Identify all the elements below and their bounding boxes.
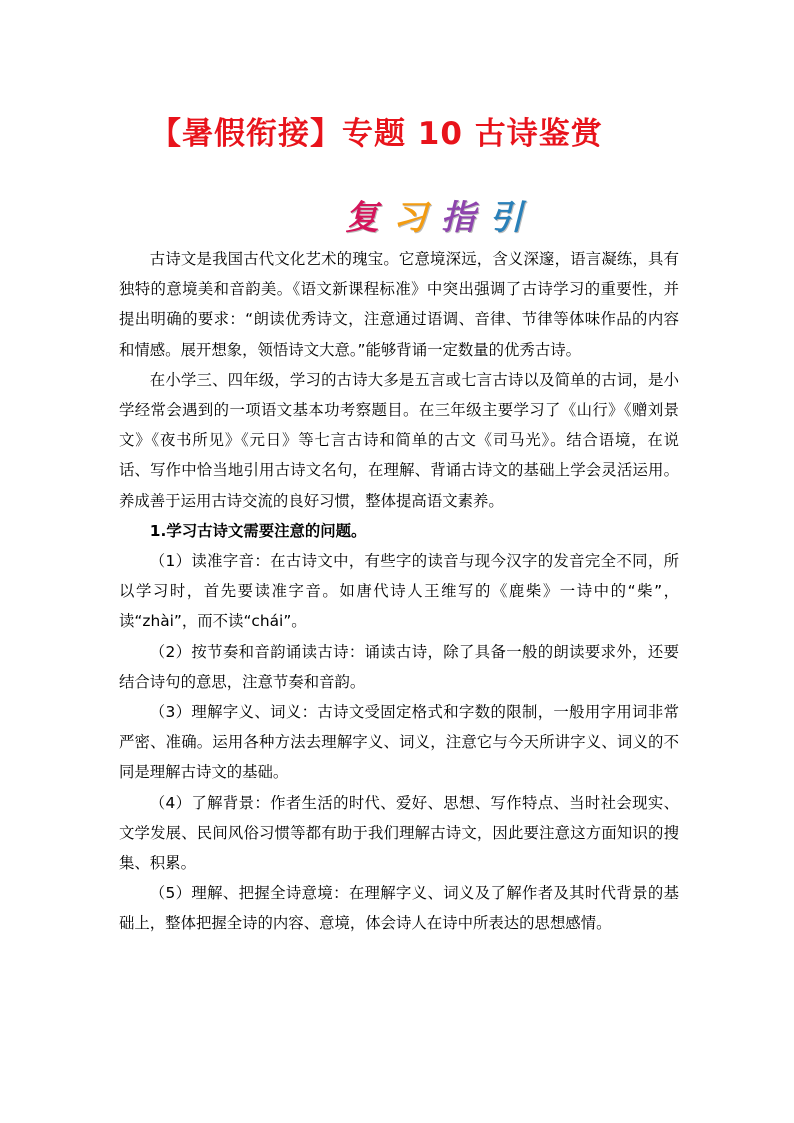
review-heading-char-2: 习 bbox=[393, 198, 427, 238]
paragraph-grade-overview: 在小学三、四年级，学习的古诗大多是五言或七言古诗以及简单的古词，是小学经常会遇到的一项语文基本功考察题目。在三年级主要学习了《山行》《赠刘景文》《夜书所见》《元日》等七言古诗和简单的古文《司马光》。结合语境，在说话、写作中恰当地引用古诗文名句，在理解、背诵古诗文的基础上学会灵活运用。养成善于运用古诗交流的良好习惯，整体提高语文素养。 bbox=[119, 370, 679, 510]
list-item-rhythm: （2）按节奏和音韵诵读古诗：诵读古诗，除了具备一般的朗读要求外，还要结合诗句的意思，注意节奏和音韵。 bbox=[119, 642, 679, 691]
document-body bbox=[119, 244, 679, 939]
document-title: 【暑假衔接】专题 10 古诗鉴赏 bbox=[150, 116, 603, 152]
review-heading-char-1: 复 bbox=[345, 198, 379, 238]
review-guide-heading bbox=[345, 196, 523, 240]
review-heading-char-3: 指 bbox=[441, 198, 475, 238]
review-heading-char-4: 引 bbox=[489, 198, 523, 238]
list-item-artistic-conception: （5）理解、把握全诗意境：在理解字义、词义及了解作者及其时代背景的基础上，整体把握全诗的内容、意境，体会诗人在诗中所表达的思想感情。 bbox=[119, 884, 679, 933]
list-item-meaning: （3）理解字义、词义：古诗文受固定格式和字数的限制，一般用字用词非常严密、准确。运用各种方法去理解字义、词义，注意它与今天所讲字义、词义的不同是理解古诗文的基础。 bbox=[119, 703, 679, 782]
list-item-pronunciation: （1）读准字音：在古诗文中，有些字的读音与现今汉字的发音完全不同，所以学习时，首先要读准字音。如唐代诗人王维写的《鹿柴》一诗中的“柴”，读“zhài”，而不读“chái”。 bbox=[119, 552, 679, 631]
list-item-background: （4）了解背景：作者生活的时代、爱好、思想、写作特点、当时社会现实、文学发展、民间风俗习惯等都有助于我们理解古诗文，因此要注意这方面知识的搜集、积累。 bbox=[119, 793, 679, 873]
paragraph-intro: 古诗文是我国古代文化艺术的瑰宝。它意境深远，含义深邃，语言凝练，具有独特的意境美和音韵美。《语文新课程标准》中突出强调了古诗学习的重要性，并提出明确的要求：“朗读优秀诗文，注意通过语调、音律、节律等体味作品的内容和情感。展开想象，领悟诗文大意。”能够背诵一定数量的优秀古诗。 bbox=[119, 250, 679, 359]
section-heading: 1.学习古诗文需要注意的问题。 bbox=[149, 521, 367, 540]
